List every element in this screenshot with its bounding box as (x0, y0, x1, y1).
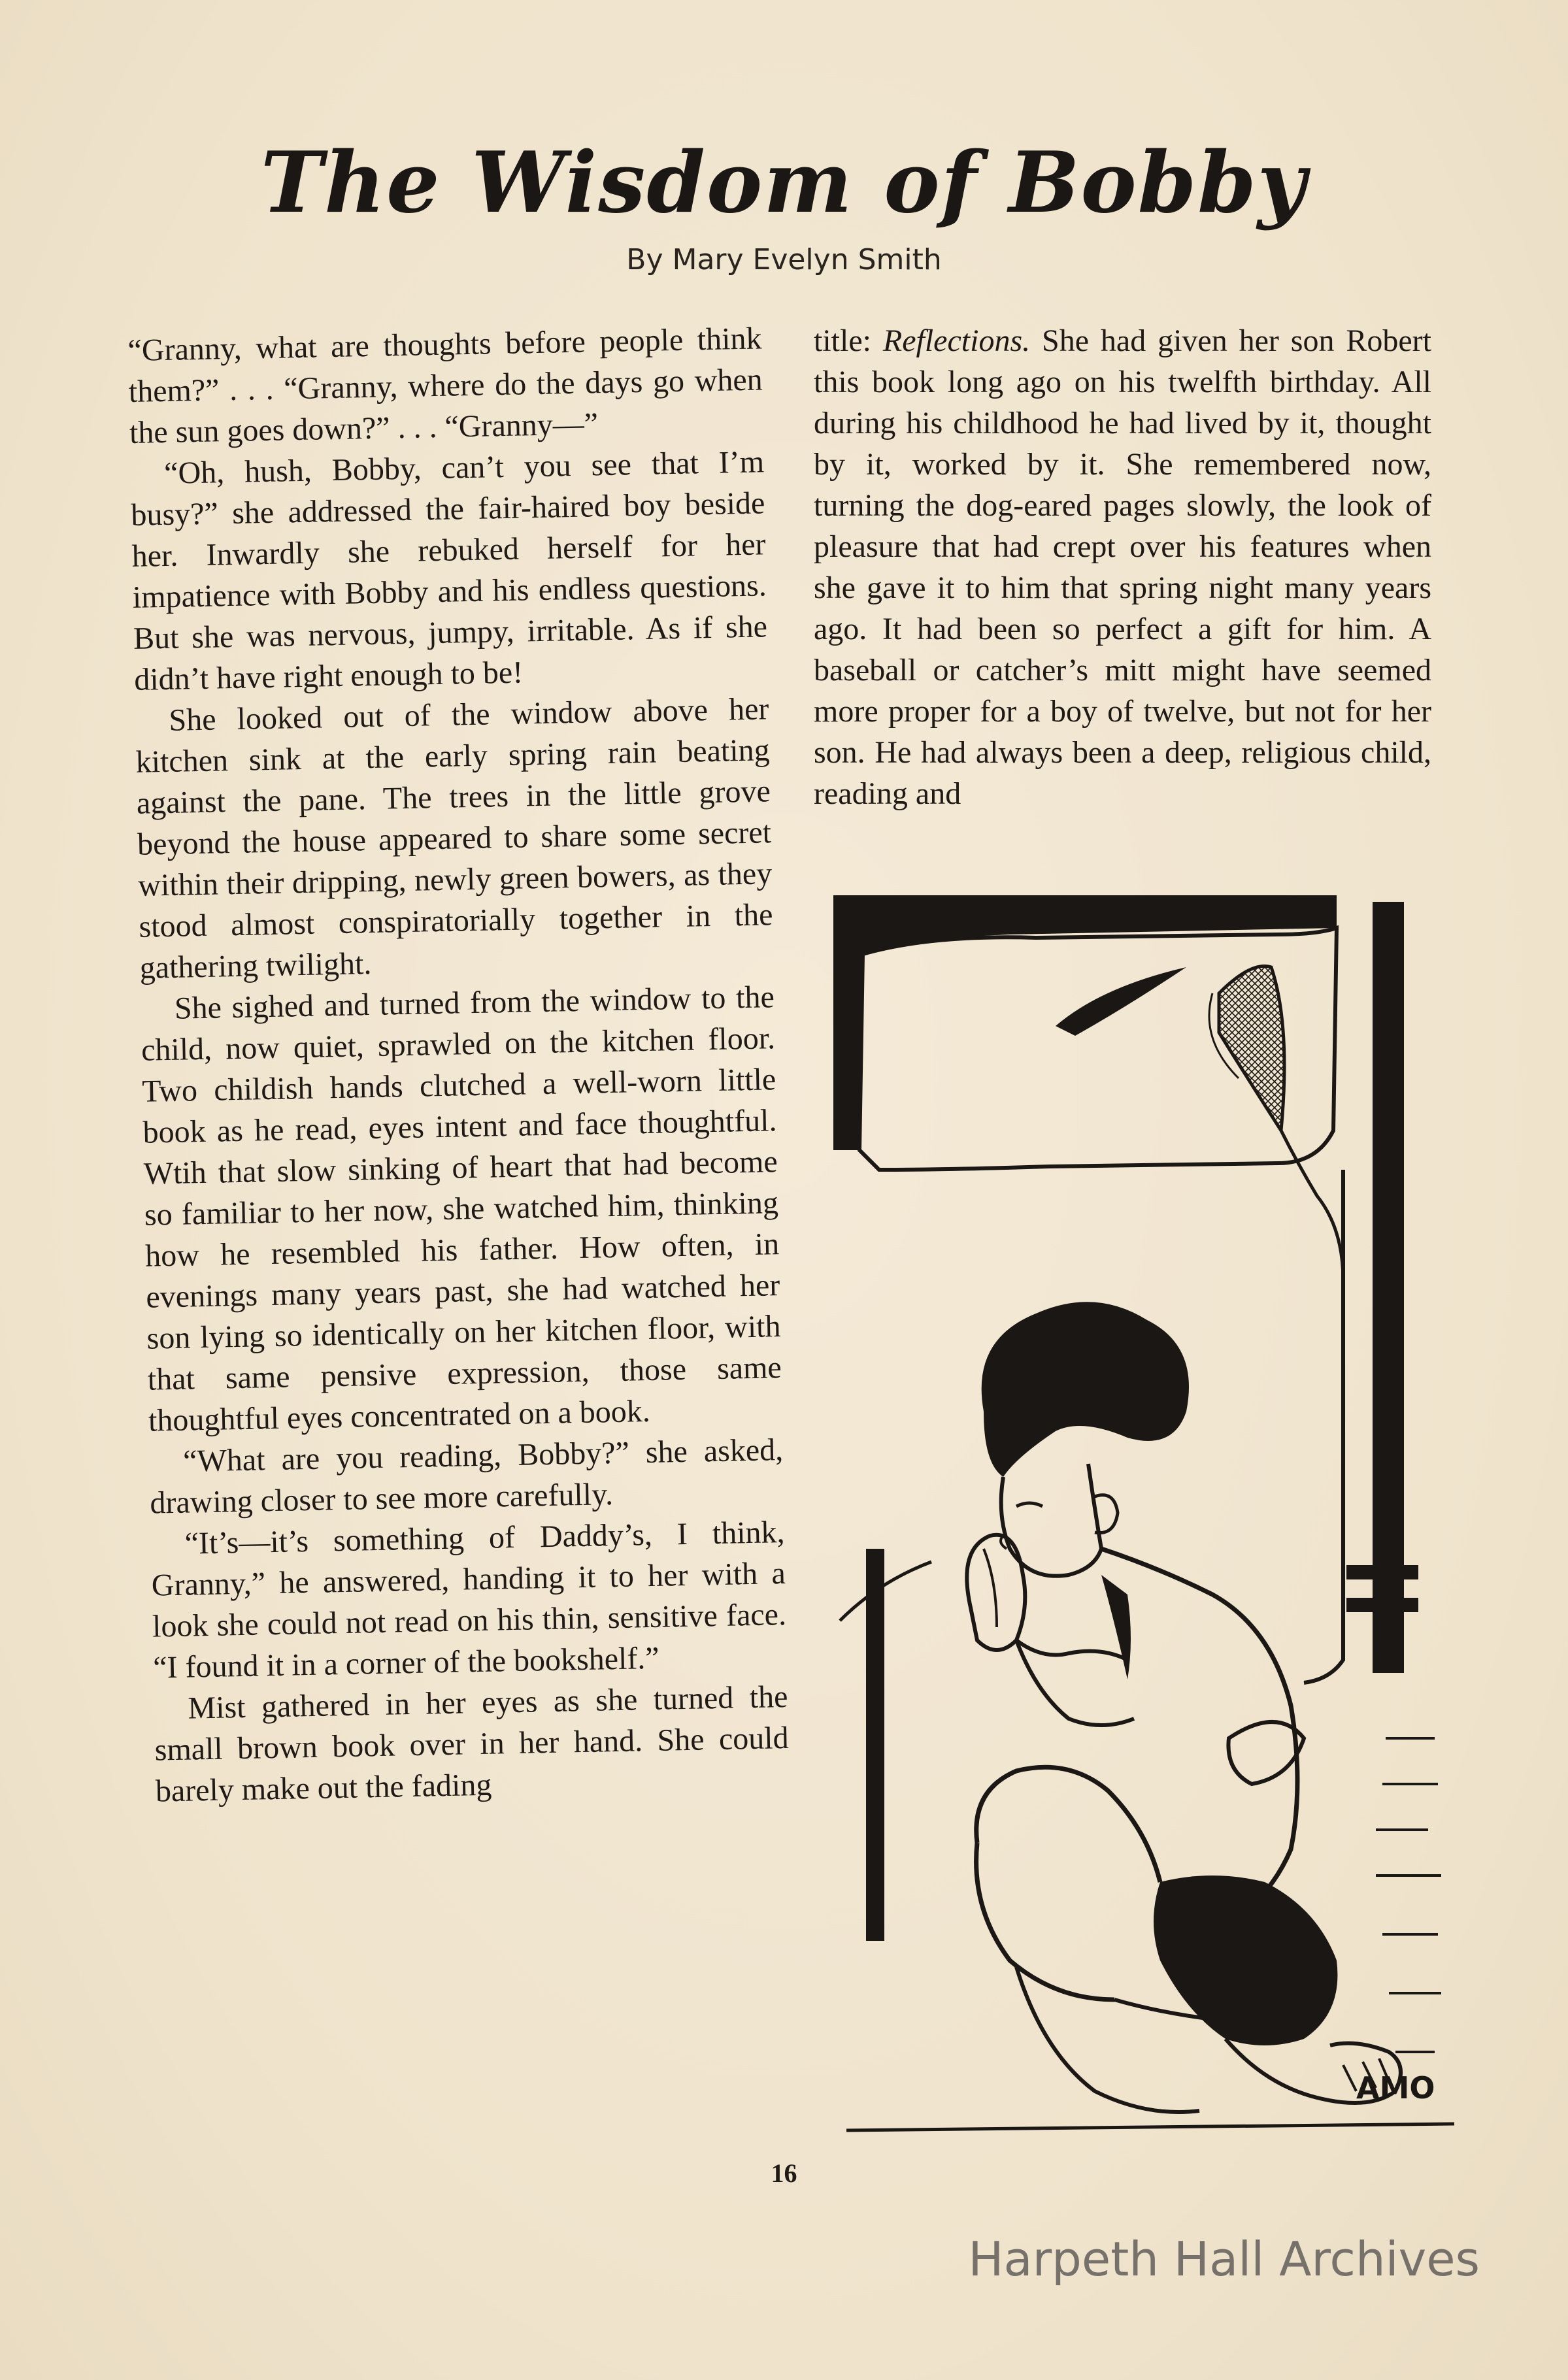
lead-text: title: (814, 323, 883, 358)
page-number: 16 (771, 2158, 797, 2188)
paragraph: Mist gathered in her eyes as she turned the small brown book over in her hand. She could barely make out the fading (154, 1679, 790, 1809)
right-text-column (814, 320, 1431, 814)
paragraph-continuation: She had given her son Robert this book long ago on his twelfth birthday. All during his childhood he had lived by it, thought by it, worked by it. She remembered now, turning the dog-eared pages slowly, the look of pleasure that had crept over his features when she gave it to him that spring night many years ago. It had been so perfect a gift for him. A baseball or catcher’s mitt might have seemed more proper for a boy of twelve, but not for her son. He had always been a deep, religious child, reading and (814, 323, 1431, 811)
artist-signature: AMO (1356, 2070, 1435, 2106)
article-byline: By Mary Evelyn Smith (626, 243, 942, 276)
paragraph: “What are you reading, Bobby?” she asked, drawing closer to see more carefully. (149, 1432, 784, 1521)
illustration-boy-praying (820, 889, 1467, 2143)
left-text-column (127, 318, 790, 1811)
article-title: The Wisdom of Bobby (260, 134, 1308, 232)
paragraph: She looked out of the window above her kitchen sink at the early spring rain beating against the pane. The trees in the little grove beyond the house appeared to share some secret within their dripping, newly green bowers, as they stood almost conspiratorially together in the gathering twilight. (135, 691, 773, 985)
paragraph (814, 320, 1431, 814)
archive-watermark: Harpeth Hall Archives (968, 2232, 1480, 2287)
book-title: Reflections. (882, 323, 1031, 358)
paragraph: She sighed and turned from the window to the child, now quiet, sprawled on the kitchen floor. Two childish hands clutched a well-worn little book as he read, eyes intent and face thoughtful. Wtih that slow sinking of heart that had become so familiar to her now, she watched him, thinking how he resembled his father. How often, in evenings many years past, she had watched her son lying so identically on her kitchen floor, with that same pensive expression, those same thoughtful eyes concentrated on a book. (141, 980, 782, 1438)
paragraph: “Oh, hush, Bobby, can’t you see that I’m busy?” she addressed the fair-haired boy beside her. Inwardly she rebuked herself for her impatience with Bobby and his endless questions. But she was nervous, jumpy, irritable. As if she didn’t have right enough to be! (130, 444, 768, 697)
paragraph: “It’s—it’s something of Daddy’s, I think, Granny,” he answered, handing it to her with a look she could not read on his thin, sensitive face. “I found it in a corner of the bookshelf.” (151, 1515, 787, 1685)
praying-boy-drawing (820, 889, 1467, 2143)
paragraph: “Granny, what are thoughts before people think them?” . . . “Granny, where do the days go when the sun goes down?” . . . “Granny—” (127, 321, 763, 450)
